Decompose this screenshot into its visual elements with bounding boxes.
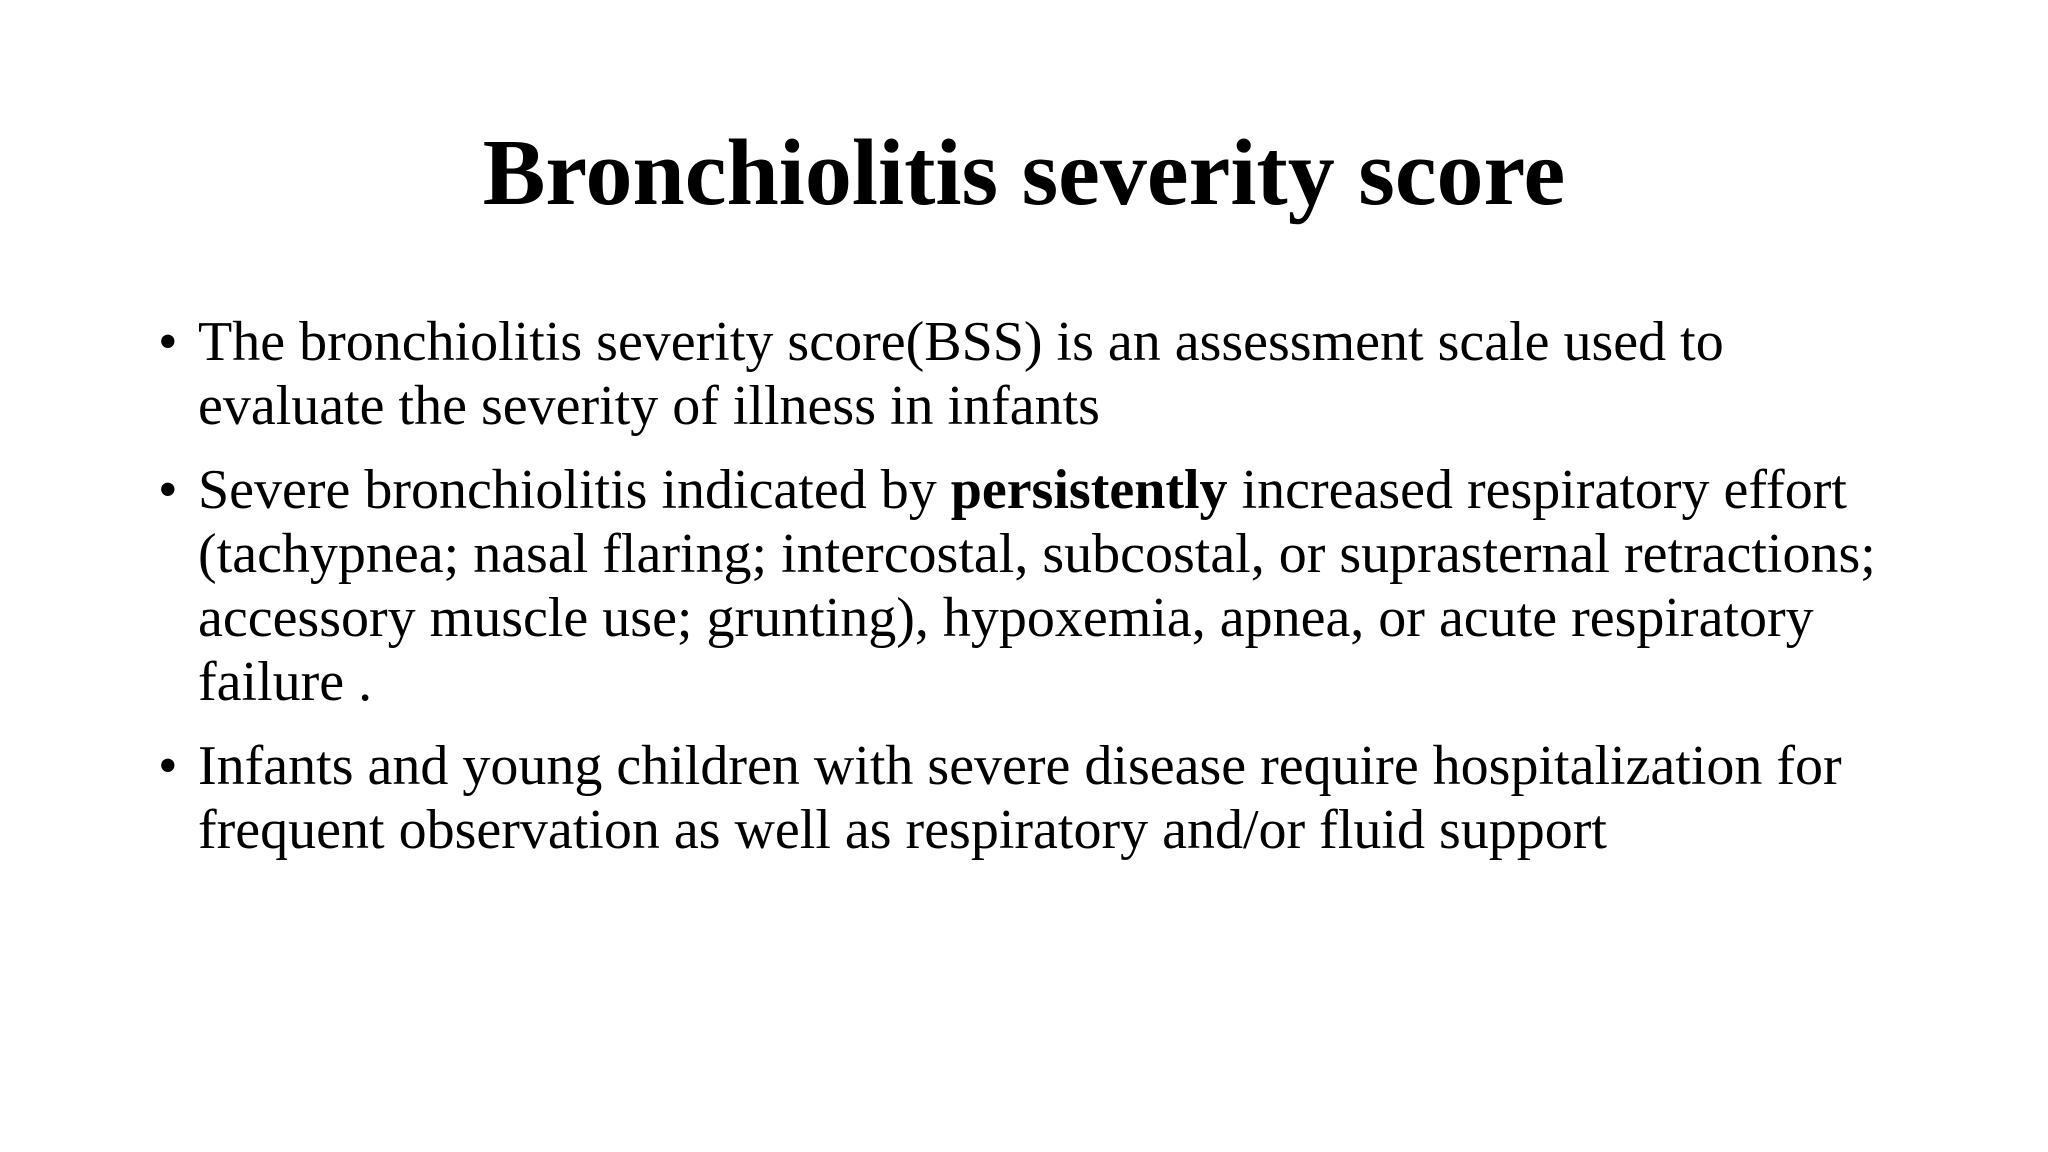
bullet-marker: • [158, 459, 178, 521]
bullet-item [158, 458, 1918, 714]
bullet-text: The bronchiolitis severity score(BSS) is an assessment scale used to evaluate the severity of illness in infants [198, 311, 1724, 437]
bullet-list [158, 310, 1918, 882]
bullet-item [158, 310, 1918, 438]
bullet-text-after: increased respiratory effort (tachypnea; nasal flaring; intercostal, subcostal, or suprasternal retractions; accessory muscle use; grunting), hypoxemia, apnea, or acute respiratory failure . [198, 459, 1876, 713]
bullet-marker: • [158, 311, 178, 373]
slide-title: Bronchiolitis severity score [482, 121, 1566, 225]
bullet-text-before: Severe bronchiolitis indicated by [198, 459, 951, 521]
bullet-marker: • [158, 735, 178, 797]
bullet-text: Infants and young children with severe disease require hospitalization for frequent observation as well as respiratory and/or fluid support [198, 735, 1842, 861]
bullet-item [158, 734, 1918, 862]
bullet-text-emphasis: persistently [950, 459, 1228, 521]
